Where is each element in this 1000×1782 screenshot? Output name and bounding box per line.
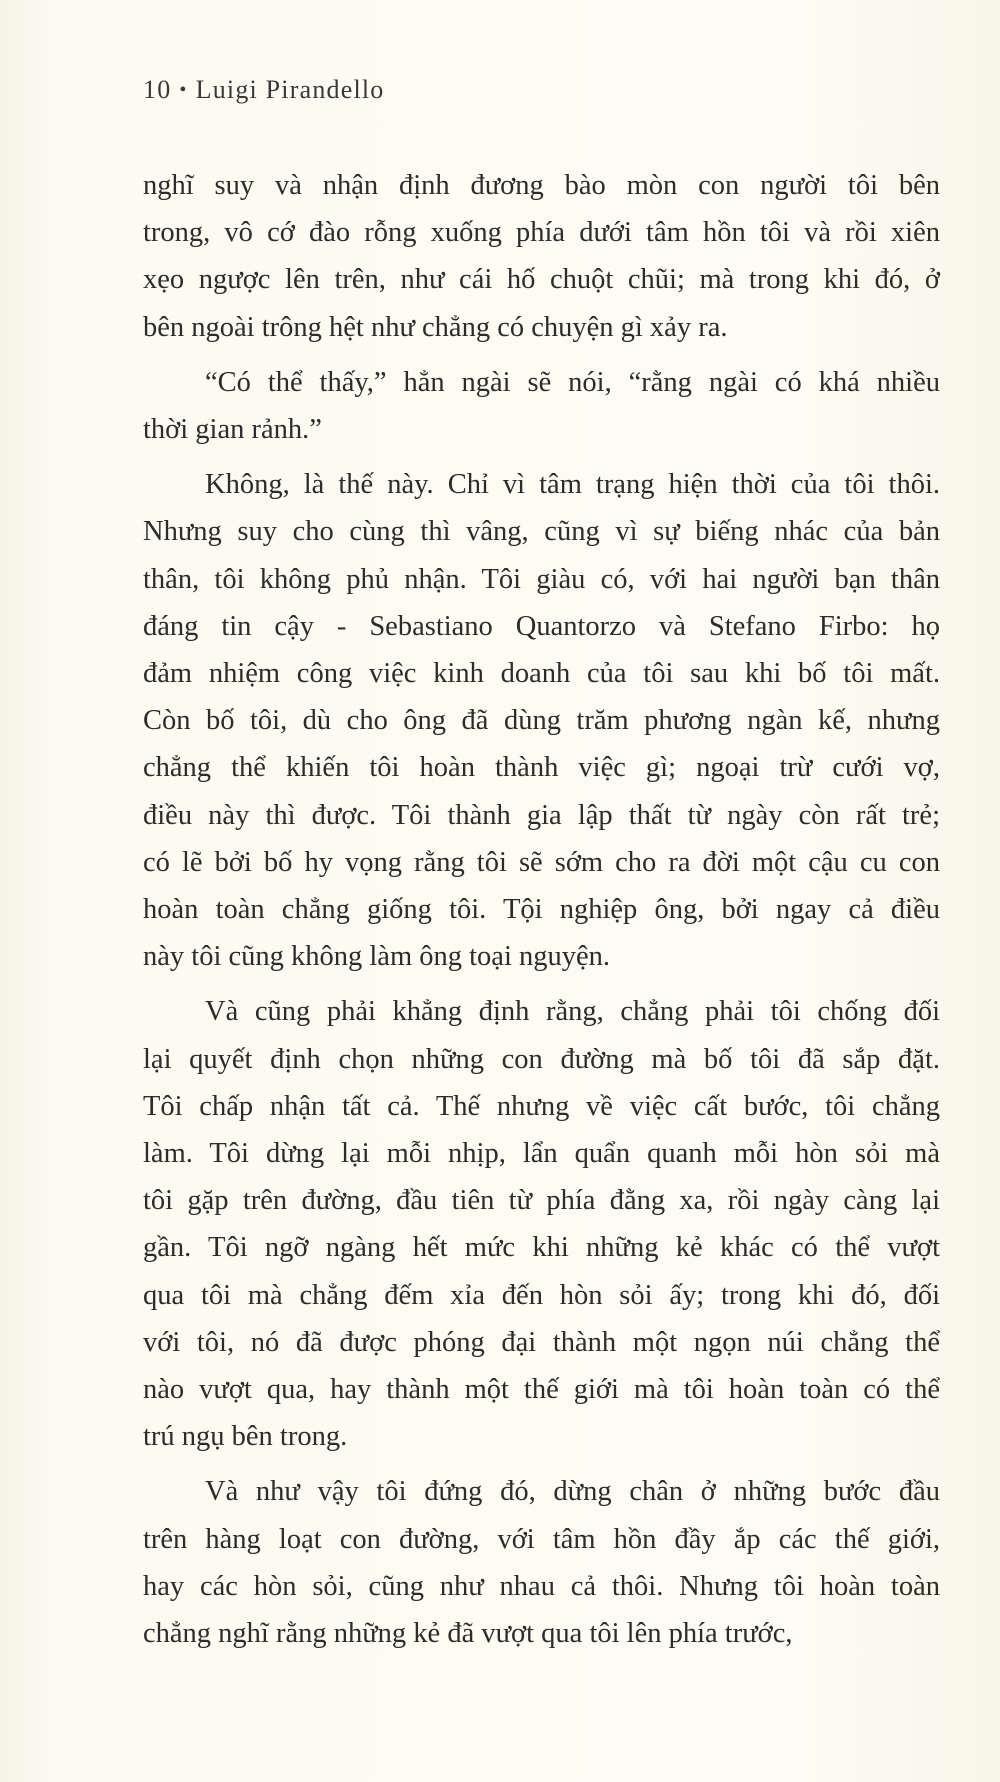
text-line: thân, tôi không phủ nhận. Tôi giàu có, với hai người bạn thân xyxy=(143,563,940,595)
text-line: làm. Tôi dừng lại mỗi nhịp, lẩn quẩn quanh mỗi hòn sỏi mà xyxy=(143,1138,940,1170)
paragraph xyxy=(143,359,940,453)
text-line: Và như vậy tôi đứng đó, dừng chân ở những bước đầu xyxy=(205,1476,940,1508)
text-line: chẳng nghĩ rằng những kẻ đã vượt qua tôi lên phía trước, xyxy=(143,1618,793,1650)
text-line: trú ngụ bên trong. xyxy=(143,1421,348,1453)
text-line: Nhưng suy cho cùng thì vâng, cũng vì sự biếng nhác của bản xyxy=(143,516,940,548)
text-line: Còn bố tôi, dù cho ông đã dùng trăm phương ngàn kế, nhưng xyxy=(143,705,940,737)
text-line: bên ngoài trông hệt như chẳng có chuyện gì xảy ra. xyxy=(143,311,728,343)
text-line: hay các hòn sỏi, cũng như nhau cả thôi. Nhưng tôi hoàn toàn xyxy=(143,1570,940,1602)
text-line: gần. Tôi ngỡ ngàng hết mức khi những kẻ khác có thể vượt xyxy=(143,1232,940,1264)
text-line: lại quyết định chọn những con đường mà bố tôi đã sắp đặt. xyxy=(143,1043,940,1075)
paragraph xyxy=(143,988,940,1460)
text-line: chẳng thể khiến tôi hoàn thành việc gì; ngoại trừ cưới vợ, xyxy=(143,752,940,784)
text-line: này tôi cũng không làm ông toại nguyện. xyxy=(143,941,611,973)
text-line: trong, vô cớ đào rỗng xuống phía dưới tâm hồn tôi và rồi xiên xyxy=(143,217,940,249)
text-line: có lẽ bởi bố hy vọng rằng tôi sẽ sớm cho ra đời một cậu cu con xyxy=(143,846,940,878)
text-line: xẹo ngược lên trên, như cái hố chuột chũi; mà trong khi đó, ở xyxy=(143,264,940,296)
text-line: trên hàng loạt con đường, với tâm hồn đầy ắp các thế giới, xyxy=(143,1523,940,1555)
text-line: Tôi chấp nhận tất cả. Thế nhưng về việc cất bước, tôi chẳng xyxy=(143,1090,940,1122)
text-line: điều này thì được. Tôi thành gia lập thất từ ngày còn rất trẻ; xyxy=(143,799,940,831)
running-head xyxy=(143,75,385,105)
text-line: qua tôi mà chẳng đếm xỉa đến hòn sỏi ấy; trong khi đó, đối xyxy=(143,1279,940,1311)
text-line: Và cũng phải khẳng định rằng, chẳng phải tôi chống đối xyxy=(205,996,940,1028)
header-separator: • xyxy=(179,79,188,101)
text-line: nào vượt qua, hay thành một thế giới mà tôi hoàn toàn có thể xyxy=(143,1374,940,1406)
text-line: đáng tin cậy - Sebastiano Quantorzo và Stefano Firbo: họ xyxy=(143,610,940,642)
text-line: tôi gặp trên đường, đầu tiên từ phía đằng xa, rồi ngày càng lại xyxy=(143,1185,940,1217)
text-line: thời gian rảnh.” xyxy=(143,414,322,446)
author-name: Luigi Pirandello xyxy=(195,75,385,104)
text-line: “Có thể thấy,” hẳn ngài sẽ nói, “rằng ngài có khá nhiều xyxy=(205,366,940,398)
text-line: hoàn toàn chẳng giống tôi. Tội nghiệp ông, bởi ngay cả điều xyxy=(143,894,940,926)
text-line: Không, là thế này. Chỉ vì tâm trạng hiện thời của tôi thôi. xyxy=(205,469,940,501)
paragraph xyxy=(143,162,940,351)
text-line: đảm nhiệm công việc kinh doanh của tôi sau khi bố tôi mất. xyxy=(143,658,940,690)
text-line: với tôi, nó đã được phóng đại thành một ngọn núi chẳng thể xyxy=(143,1326,940,1358)
paragraph xyxy=(143,461,940,980)
paragraph xyxy=(143,1468,940,1657)
text-line: nghĩ suy và nhận định đương bào mòn con người tôi bên xyxy=(143,170,940,201)
body-text xyxy=(143,162,940,1665)
page-number: 10 xyxy=(143,75,172,104)
